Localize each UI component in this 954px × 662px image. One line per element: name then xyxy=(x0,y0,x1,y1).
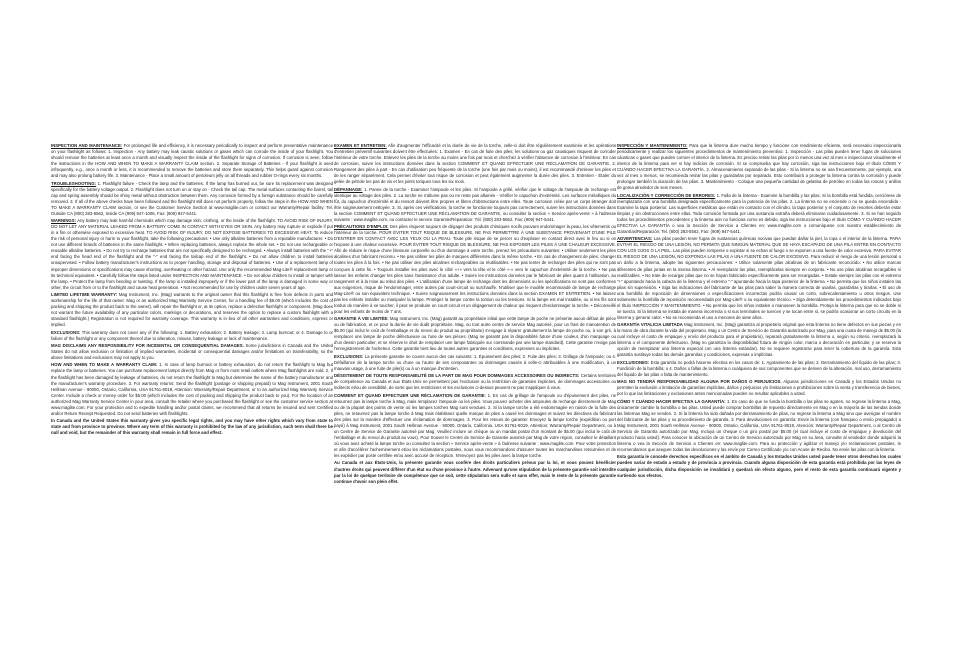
responsabilidad-paragraph xyxy=(617,379,901,397)
garantia-body: Mag Instrument, Inc. (Mag) garantiza al propietario original que esta linterna no tiene defectos en sus piezas y en la mano de obra durante la vida del propietario. Mag o un Centro de Servicio de Garantía autorizado por Mag, para una cuota de manejo de $5.00 (la cual incluye el costo de empaque y envío del producto para el propietario), reparará gratuitamente la linterna o, según su criterio, reemplazará la linterna o el componente defectuoso. (Mag no garantiza la disponibilidad futura de ningún color, marca o decoración en particular, y se reserva la opción de reemplazar una linterna especial con una linterna estándar). No se requiere registrarse para tener la cobertura de la garantía. Esta garantía sustituye todas las demás garantías y condiciones, expresas o implícitas. xyxy=(617,322,902,358)
closing-text: Au Canada et aux États-Unis, la présente garantie vous confère des droits particuliers prévus par la loi, et vous pouvez bénéficier d'autres droits qui peuvent différer d'un état ou d'une province à l'autre. Advenant qu'une stipulation de la présente garantie soit interdite par la loi de quelque territoire de compétence que ce soit, cette stipulation sera nulle et sans effet, mais le reste de la présente garantie continue d'avoir son plein effet. xyxy=(334,460,616,484)
garantia-heading: GARANTÍA VITALICIA LIMITADA xyxy=(617,322,683,328)
exclusions-heading: EXCLUSIONS: xyxy=(334,353,364,359)
closing-paragraph xyxy=(334,460,616,484)
warnings-paragraph xyxy=(51,218,333,291)
claim-heading: HOW AND WHEN TO MAKE A WARRANTY CLAIM: xyxy=(51,362,158,368)
closing-paragraph xyxy=(617,454,901,478)
exam-heading: EXAMEN ET ENTRETIEN: xyxy=(334,143,387,148)
inspeccion-heading: INSPECCIÓN Y MANTENIMIENTO: xyxy=(617,143,688,148)
garantia-paragraph xyxy=(617,322,901,358)
closing-text: Esta garantía le concede derechos específicos en el ámbito de Canadá y los Estados Unidos usted puede tener otros derechos los cuales pueden variar de estado a estado y de provincia a provincia. Cuando alguna disposición de esta garantía está prohibida por las leyes de cualquier jurisdicción, dicha disposición se invalidará y quedará sin efecto alguno, pero el resto de esta garantía continuará vigente y surtiendo sus efectos. xyxy=(617,454,901,478)
como-paragraph xyxy=(617,399,901,453)
depannage-heading: DÉPANNAGE: xyxy=(334,186,363,192)
exam-paragraph xyxy=(334,143,616,185)
precautions-body: Des piles risquent toujours de dégager des produits chimiques nocifs pouvant endommager la peau, les vêtements ou l'intérieur de la torche. POUR ÉVITER TOUT RISQUE DE BLESSURE, NE PAS PERMETTRE À UNE SUBSTANCE PROVENANT D'UNE PILE D'ENTRER EN CONTACT AVEC LES YEUX OU LA PEAU. Toute pile risque de se percer ou d'exploser en contact direct avec le feu ou si on l'expose à une chaleur excessive. POUR ÉVITER TOUT RISQUE DE BLESSURE, NE PAS EXPOSER LES PILES À UNE CHALEUR EXCESSIVE. Afin de réduire le risque d'une blessure corporelle ou d'un dommage à votre torche, prenez les précautions suivantes: • Utiliser seulement les piles alcalines d'un fabricant reconnu. • Ne pas utiliser les piles de marques différentes dans la même torche. • En cas de changement de piles, changer toutes les piles à la fois. • Ne pas utiliser des piles alcalines rechargeables ou réutilisables. • Ne pas tenter de recharger des piles qui ne sont pas conçues à cette fin. • Toujours installer les piles avec le côté «+» vers la tête et le côté «-» vers le capuchon d'extrémité de la torche. • Ne pas laisser les enfants changer les piles sans l'assistance d'un adulte. • Suivre les instructions données par le fabricant de piles quant à l'utilisation, au rangement et à la mise au rebut des piles. • L'utilisation d'une lampe de rechange dont les dimensions ou les spécifications ne sont pas conformes aux exigences, risque de l'endommager, entre autres par court-circuit ou surchauffe. N'utiliser que le modèle recommandé de lampe de rechange Mag-Lite® ou son équivalent technique. • Suivre soigneusement les instructions données dans la section EXAMEN ET ENTRETIEN. • Ne laissez pas les enfants installer ou manipuler la lampe. Protégez la lampe contre la torsion ou les tensions. Si la lampe est mal installée, ou si les fils sont tordus de manière à se toucher, il peut se produire un court-circuit et un dégagement de chaleur qui risquent d'endommager la torche. • Déconseillé pour les enfants de moins de 7 ans. xyxy=(334,224,616,314)
inspection-paragraph xyxy=(51,143,333,179)
localizacion-paragraph xyxy=(617,193,901,235)
troubleshooting-body: 1. Flashlight failure - Check the lamp and the batteries. If the lamp has burned out, be sure its replacement was designed specifically for the battery voltage output. 2. Flashlight does not turn on or stay on - Check the tail cap. The metal surfaces contacting the barrel, tail cap and spring assembly should be shiny metal without obstruction between them. Any corrosion formed by a foreign substance should be carefully removed. 3. If all of the above checks have been followed and the flashlight still does not perform properly, follow the steps in the HOW AND WHEN TO MAKE A WARRANTY CLAIM section, or see the Customer Service Section at www.maglite.com or contact our Warranty/Repair facility: Tel. Outside CA (800) 283-5562, Inside CA (909) 947-1006, Fax: (909) 947-5441. xyxy=(51,180,333,216)
reclamation-body: 1. En cas de grillage de l'ampoule ou d'épuisement des piles, ne retournez pas la lampe torche à Mag, mais remplacez l'ampoule ou les piles. Vous pouvez acheter des ampoules de rechange directement de Mag ou de la plupart des points de vente où les lampes torches Mag sont vendues. 2. Si la lampe torche a été endommagée en raison de la fuite des piles, ne retournez pas la lampe torche à Mag mais établissez quelle marque de piles a causé les dommages et suivez les directives du fabricant des piles sur la manière d'effectuer une réclamation de dommages. 3. Pour les retours de garantie: Envoyez la lampe torche (expédition ou port payé) à Mag Instrument, 2001 South Hellman Avenue - 90000, Ontario, California, USA 91761-8019, Attention: Warranty/Repair Department, ou à un Centre de Service de Garantie autorisé par Mag. Veuillez inclure un chèque ou un mandat postal d'un montant de $5.00 (qui inclut le coût de l'emballage et du renvoi du produit au vous). Pour trouver le Centre de Service de Garantie autorisé par Mag de votre région, consultez le détaillant où vous avez acheté la lampe torche ou consultez la section « Service après-vente » à l'adresse suivante : www.maglite.com. Pour votre protection et afin d'accélérer l'acheminement et/ou les réclamations postales, nous vous recommandons d'assurer toutes les marchandises retournées et de les expédier par poste certifiée et/ou avec accusé de réception. N'envoyez pas les piles avec la lampe torche. xyxy=(334,392,616,459)
warranty-body: Mag Instrument, Inc. (Mag) warrants to the original owner that this flashlight is free from defects in parts and workmanship for the life of that owner. Mag or an authorized Mag Warranty Service Center, for a handling fee of $5.00 (which includes the cost of packing and shipping the product back to the owner), will repair the flashlight or, at its option, replace a defective flashlight or component. (Mag does not warrant the future availability of any particular colors, markings or decorations, and reserves the option to replace a custom flashlight with a standard flashlight.) Registration is not required for warranty coverage. This warranty is in lieu of all other warranties and conditions, express or implied. xyxy=(51,292,333,328)
localizacion-heading: LOCALIZACIÓN Y CORRECCIÓN DE ERRORES: xyxy=(617,192,716,198)
exam-body: Afin d'augmenter l'efficacité et la durée de vie de la torche, celle-ci doit être régulièrement examinée et les opérations d'entretien préventif suivantes doivent être effectuées: 1. Examen - En cas de fuite des piles, les solutions ou gaz caustiques risquent de corroder l'intérieur de votre torche. Enlevez les piles de la torche au moins une fois par mois et cherchez à vérifier l'absence de corrosion à l'intérieur. En cas de corrosion, suivre les instructions données dans la section COMMENT ET QUAND EFFECTUER UNE RÉCLAMATION DE GARANTIE. 2. Rangement des piles à part - En cas d'utilisation peu fréquente de la torche (une fois par mois ou moins), il est recommandé d'enlever les piles et de les ranger séparément. Cela permet d'éviter tout risque de corrosion et peut également augmenter la durée des piles. 3. Entretien - Étaler du gelée de pétrole les pas de vis et les joints toriques tous les six mois. xyxy=(334,143,616,185)
warnings-body: Any battery may leak harmful chemicals which may damage skin, clothing, or the inside of the flashlight. TO AVOID RISK OF INJURY, DO NOT LET ANY MATERIAL LEAKED FROM A BATTERY COME IN CONTACT WITH EYES OR SKIN. Any battery may rupture or explode if put in a fire or otherwise exposed to excessive heat. TO AVOID RISK OF INJURY, DO NOT EXPOSE BATTERIES TO EXCESSIVE HEAT. To reduce the risk of personal injury or harm to your flashlight, take the following precautions: • Use only alkaline batteries from a reputable manufacturer. • Do not use different brands of batteries in the same flashlight. • When replacing batteries, always replace the whole set. • Do not use rechargeable or reusable alkaline batteries. • Do not try to recharge batteries that are not specifically designed to be recharged. • Always install batteries with the "+" end facing the head end of the flashlight and the "-" end facing the tailcap end of the flashlight. • Do not allow children to install batteries unsupervised. • Follow battery manufacturer's instructions as to proper handling, storage and disposal of batteries. • Use of a replacement lamp of improper dimensions or specifications may cause shorting, overheating or other hazard. Use only the recommended Mag-Lite® replacement lamp or its technical equivalent. • Carefully follow the steps listed under INSPECTION AND MAINTENANCE. • Do not allow children to install or tamper with the lamp. • Protect the lamp from bending or twisting. If the lamp is installed improperly or if the lower part of the lamp is damaged in some way or other, the circuit from or to the flashlight and cause heat generation. • Not recommended for use by children under seven years of age. xyxy=(51,218,333,290)
exclusiones-paragraph xyxy=(617,360,901,378)
incidental-body: Some jurisdictions in Canada and the United States do not allow exclusion or limitation of implied warranties, incidental or consequential damages and/or limitations on transferability, so the above limitations and exclusions may not apply to you. xyxy=(51,342,333,361)
exclusions-paragraph xyxy=(51,330,333,342)
garantie-body: Mag Instrument, Inc. (Mag) garantit au propriétaire initial que cette lampe de poche ne présente aucun défaut de pièce ou de fabrication, et ce pour la durée de vie dudit propriétaire. Mag, ou tout autre centre de service Mag autorisé, pour un frais de manutention de $5.00 (qui inclut le coût de l'emballage et du renvoi du produit au propriétaire) s'engage à réparer gratuitement la lampe de poche ou, à son gré, à remplacer une lampe de poche défectueuse ou l'une de ses pièces. (Mag ne garantit pas la disponibilité future d'une couleur, d'un marquage ou d'un dessin particulier, et se réserve le droit de remplacer une lampe fabriquée sur commande par une lampe standard). Cette garantie n'exige pas l'enregistrement de l'acheteur. Cette garantie tient lieu de toutes autres garanties et conditions, expresses ou implicites. xyxy=(334,316,616,352)
exclusions-body: La présente garantie ne couvre aucun des cas suivants: 1. Épuisement des piles; 2. Fuite des piles; 3. Grillage de l'ampoule; ou 4. Défaillance de la lampe torche ou d'une ou l'autre de ses composantes ou dommages causés à celle-ci attribuables à une modification, à un mauvais usage, à une fuite de pile(s) ou à un manque d'entretien. xyxy=(334,353,617,371)
exclusiones-body: Esta garantía no podrá hacerse efectiva en los casos de: 1. Agotamiento de las pilas; 2. Derramamiento del líquido de las pilas; 3. Fundición de la bombilla; o 4. Daños o fallas de la linterna o cualquiera de sus componentes que se deriven de la alteración, mal uso, derramamiento del líquido de las pilas o falta de mantenimiento. xyxy=(617,359,901,377)
indirects-heading: DÉSISTEMENT DE TOUTE RESPONSABILITÉ DE LA PART DE MAG POUR DOMMAGES ACCESSOIRES OU INDIRECTS: xyxy=(334,373,580,379)
exclusions-body: This warranty does not cover any of the following: 1. Battery exhaustion; 2. Battery leakage; 3. Lamp burnout; or 4. Damage to or failure of the flashlight or any component thereof due to alteration, misuse, battery leakage or lack of maintenance. xyxy=(51,329,333,341)
claim-body: 1. In case of lamp burnout or battery exhaustion, do not return the flashlight to Mag but replace the lamp or batteries. You can purchase replacement lamps directly from Mag or from most retail outlets where Mag flashlights are sold. 2. If the flashlight has been damaged by leakage of batteries, do not return the flashlight to Mag but determine the name of the battery manufacturer and the manufacturer's warranty procedure. 3. For warranty returns: Send the flashlight (postage or shipping prepaid) to Mag Instrument, 2001 South Hellman Avenue - 90000, Ontario, California, USA 91761-8019, Attention: Warranty/Repair Department, or to an authorized Mag Warranty Service Center. Include a check or money order for $5.00 (which includes the cost of packing and shipping the product back to you). For the location of an authorized Mag Warranty Service Center in your area, consult the retailer where you purchased the flashlight or see the customer service section at www.maglite.com. For your protection and to expedite handling and/or postal claims, we recommend that all returns be insured and sent Certified and/or Return Receipt Requested. Do not send batteries with flashlights. xyxy=(51,362,333,416)
advertencias-body: Las pilas pueden tener fugas de sustancias químicas nocivas que puedan dañar la piel, la ropa o el interior de la linterna. PARA EVITAR EL RIESGO DE UNA LESIÓN, NO PERMITA QUE NINGÚN MATERIAL QUE SE HAYA ESCAPADO DE UNA PILA ENTRE EN CONTACTO CON LOS OJOS O LA PIEL. Las pilas pueden romperse o explotar si se echan al fuego o se exponen a una fuente de calor excesiva. PARA EVITAR EL RIESGO DE UNA LESIÓN, NO EXPONGA LAS PILAS A UNA FUENTE DE CALOR EXCESIVO. Para reducir el riesgo de una lesión personal o un daño a la linterna, adopte las siguientes precauciones: • Utilice solamente pilas alcalinas de un fabricante reconocido. • No utilice marcas diferentes de pilas juntas en la misma linterna. • Al reemplazar las pilas, reemplácelas siempre en conjunto. • No use pilas alcalinas recargables ni reutilizables. • No trate de recargar pilas que no se hayan fabricado específicamente para ser recargadas. • Instale siempre las pilas con el extremo "+" apuntando hacia la cabeza de la linterna y el extremo "-" apuntando hacia la tapa posterior de la linterna. • No permita que los niños instalen las pilas sin supervisión. • Siga las indicaciones del fabricante de las pilas para saber la manera correcta de usarlas, guardarlas y tirarlas. • El uso de una bombilla de reposición de dimensiones o especificaciones incorrectas podría causar un corto, sobrecalentamiento u otros riesgos. Use solamente la bombilla de reposición recomendada por Mag-Lite® o su equivalente técnico. • Siga detenidamente los procedimientos indicados bajo el título INSPECCIÓN Y MANTENIMIENTO. • No permita que los niños instalen o manoseen la bombilla. Proteja la linterna para que no se doble ni se tuerza. Si la linterna se instala de manera incorrecta o si sus terminales se tuercen y se tocan entre sí, se podría ocasionar un corto circuito en la linterna y generar calor. • No se recomienda el uso a menores de siete años. xyxy=(617,236,901,320)
reclamation-heading: COMMENT ET QUAND EFFECTUER UNE RÉCLAMATION DE GARANTIE: xyxy=(334,392,486,398)
spanish-column xyxy=(617,143,901,480)
troubleshooting-paragraph xyxy=(51,181,333,217)
inspeccion-paragraph xyxy=(617,143,901,191)
exclusions-heading: EXCLUSIONS: xyxy=(51,329,81,335)
closing-paragraph xyxy=(51,418,333,436)
garantie-paragraph xyxy=(334,316,616,352)
incidental-paragraph xyxy=(51,343,333,361)
reclamation-paragraph xyxy=(334,393,616,460)
precautions-paragraph xyxy=(334,224,616,315)
exclusiones-heading: EXCLUSIONES: xyxy=(617,359,650,365)
como-body: 1. En caso de que se funda la bombilla o las pilas se agoten, no regrese la linterna a Mag, únicamente cambie la bombilla o las pilas. Usted puede comprar bombillas de repuesto directamente en Mag o en la mayoría de las tiendas donde las linternas Mag se venden. 2. Si la linterna ha sido dañada por derramamiento de pilas, no regrese la linterna a Mag sino que averigüe el nombre del fabricante de las pilas y su procedimiento de garantía. 3. Para devoluciones en garantía: Envíe la linterna (con franqueo o envío prepagado) a Mag Instrument, 2001 South Hellman Avenue - 90000, Ontario, California, USA 91761-8019, Atención: Warranty/Repair Department, o al Centro de Servicio de Garantía autorizado por Mag. Incluya un cheque o un giro postal por $5.00 (el cual incluye el costo de empaque y devolución del producto hacia usted). Para conocer la ubicación de un Centro de Servicio autorizado por Mag en su área, consulte al vendedor donde adquirió la linterna o vea la Sección de Servicio a Clientes en: www.maglite.com. Para su protección y agilizar el manejo y/o reclamaciones postales, le recomendamos que asegure todas las devoluciones y las envíe por Correo Certificado y/o con Acuse de Recibo. No envíe las pilas con la linterna. xyxy=(617,398,901,453)
claim-paragraph xyxy=(51,362,333,416)
inspeccion-body: Para que la linterna dure mucho tiempo y funcione con rendimiento eficiente, será necesario inspeccionarla periódicamente y realizar los siguientes procedimientos de mantenimiento preventivo: 1. Inspección - Las pilas pueden tener fugas de soluciones cáusticas o gases que pueden corroer el interior de la linterna. Es preciso retirar las pilas por lo menos una vez al mes e inspeccionar visualmente el interior de la linterna para ver si hay indicios de corrosión. Si se comprueba que hay corrosión, siga las instrucciones bajo el título CÓMO Y CUÁNDO HACER EFECTIVA LA GARANTÍA. 2. Almacenamiento separado de las pilas - Si la linterna no se usa frecuentemente, por ejemplo, una vez al mes o menos, se recomienda retirar las pilas y guardarlas por separado. Esto contribuirá a proteger la linterna contra la corrosión y puede prolongar también la duración de las pilas. 3. Mantenimiento - Coloque una pequeña cantidad de gelatina de petróleo en todas las roscas y anillos de goma alrededor de seis meses. xyxy=(617,143,901,191)
precautions-heading: PRÉCAUTIONS D'EMPLOI: xyxy=(334,224,389,230)
english-column xyxy=(51,143,333,438)
como-heading: CÓMO Y CUÁNDO HACER EFECTIVA LA GARANTÍA: xyxy=(617,398,726,404)
advertencias-paragraph xyxy=(617,236,901,321)
closing-text: In Canada and the United States this warranty gives you specific legal rights, and you may have other rights which vary from state to state and from province to province. Where any term of this warranty is prohibited by the law of any jurisdiction, such term shall there be null and void, but the remainder of this warranty shall remain in full force and effect. xyxy=(51,418,333,436)
responsabilidad-heading: MAG NO TENDRÁ RESPONSABILIDAD ALGUNA POR DAÑOS O PERJUICIOS. xyxy=(617,379,782,385)
depannage-paragraph xyxy=(334,187,616,223)
troubleshooting-heading: TROUBLESHOOTING: xyxy=(51,180,97,186)
localizacion-body: 1. Falla de la linterna - Examine la bombilla y las pilas. Si la bombilla está fundida, cerciórese de reemplazarla con una bombilla designada específicamente para la potencia de las pilas. 2. La linterna no se enciende o no se queda encendida - Examine la tapa posterior. Las superficies metálicas que están en contacto con el cilindro, la tapa posterior y el conjunto de resortes deberán estar limpias y sin obstrucciones entre ellas. Toda corrosión formada por una sustancia extraña deberá eliminarse cuidadosamente. 3. Si se han seguido todos los procedimientos precedentes y la linterna aún no funciona como es debido, siga las instrucciones bajo el título CÓMO Y CUÁNDO HACER EFECTIVA LA GARANTÍA o vea la Sección de Servicio a Clientes en: www.maglite.com o comuníquese con nuestro establecimiento de Garantías/Reparación: Tel. (800) 283-5562, Fax: (909) 947-5441. xyxy=(617,192,901,234)
garantie-heading: GARANTIE À VIE LIMITÉE: xyxy=(334,316,389,322)
warnings-heading: WARNINGS: xyxy=(51,218,77,224)
warranty-paragraph xyxy=(51,292,333,328)
french-column xyxy=(334,143,616,486)
advertencias-heading: ADVERTENCIAS: xyxy=(617,236,653,242)
warranty-heading: LIMITED LIFETIME WARRANTY: xyxy=(51,292,118,298)
inspection-body: For prolonged life and efficiency, it is necessary periodically to inspect and perform preventative maintenance on your flashlight as follows: 1. Inspection - Any battery may leak caustic solutions or gases which can corrode the inside of your flashlight. You should remove the batteries at least once a month and visually inspect the inside of the flashlight for signs of corrosion. If corrosion is seen, follow the instructions in the HOW AND WHEN TO MAKE A WARRANTY CLAIM section. 2. Separate Storage of Batteries - If your flashlight is used infrequently, e.g., once a month or less, it is recommended to remove the batteries and store them separately. This helps guard against corrosion and may also prolong battery life. 3. Maintenance - Place a small amount of petroleum jelly on all threads and rubber O-rings every six months. xyxy=(51,143,333,179)
indirects-body: Certains territoires de compétence au Canada et aux États-Unis ne permettent pas l'exclusion ou la restriction de garanties implicites, de dommages accessoires ou indirects et/ou de cessibilité, de sorte que les restrictions et les exclusions ci-dessus peuvent ne pas s'appliquer à vous. xyxy=(334,373,616,391)
incidental-heading: MAG DISCLAIMS ANY RESPONSIBILITY FOR INCIDENTAL OR CONSEQUENTIAL DAMAGES. xyxy=(51,342,244,348)
responsabilidad-body: Algunas jurisdicciones en Canadá y los Estados Unidos no permiten la exclusión o limitación de garantías implícitas, daños y perjuicios y/o limitaciones a prohibiciones sobre la venta y transferencia de bienes, por lo que las limitaciones y exclusiones antes mencionadas pueden no resultar aplicables a usted. xyxy=(617,379,901,397)
indirects-paragraph xyxy=(334,373,616,391)
depannage-body: 1. Panne de la torche - Examiner l'ampoule et les piles. Si l'ampoule a grillé, vérifier que le voltage de l'ampoule de rechange est identique au voltage des piles. 2. La torche ne s'allume pas ou ne reste pas allumée - Vérifier le capuchon d'extrémité. Les surfaces métalliques du fût, du capuchon d'extrémité et du ressort doivent être propres et libres d'obstructions entre elles. Toute corrosion créée par un corps étranger doit être soigneusement nettoyée. 3. Si, après ces vérifications, la torche ne fonctionne toujours pas correctement, suivre les instructions données dans la section COMMENT ET QUAND EFFECTUER UNE RÉCLAMATION DE GARANTIE, ou consulter la section « Service après-vente » à l'adresse suivante : www.maglite.com, ou contacter le service Garantie/Réparation: Tél. (800) 283-5562, Fax: (909) 947-5441. xyxy=(334,186,616,222)
inspection-heading: INSPECTION AND MAINTENANCE: xyxy=(51,143,123,148)
exclusions-paragraph xyxy=(334,354,616,372)
